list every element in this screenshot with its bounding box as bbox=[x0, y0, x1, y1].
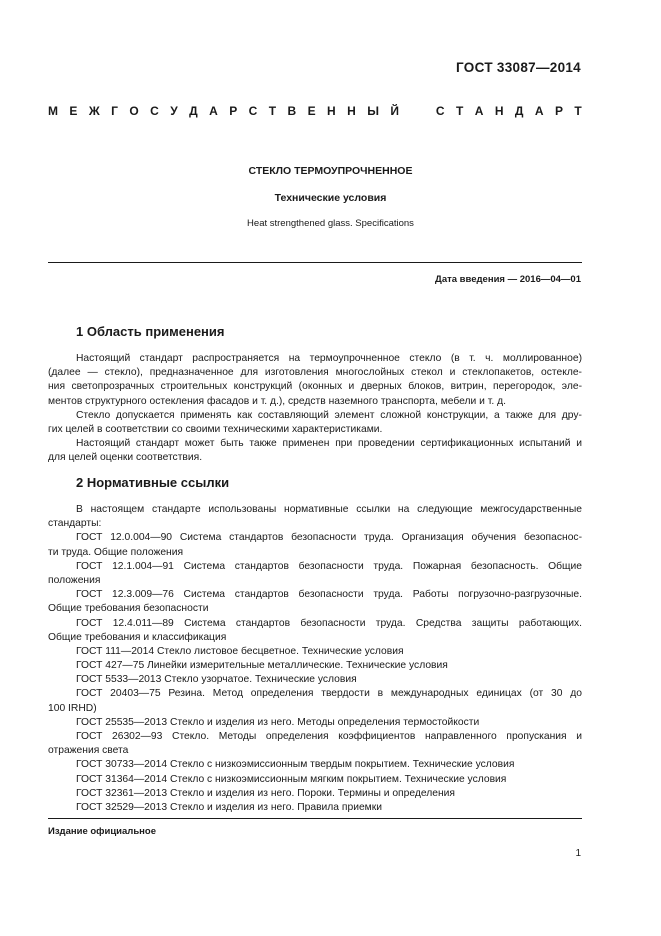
reference-line: ГОСТ 12.1.004—91 Система стандартов безопасности труда. Пожарная безопасность. Общие bbox=[76, 560, 582, 572]
reference-line: ГОСТ 20403—75 Резина. Метод определения твердости в международных единицах (от 30 до bbox=[76, 688, 582, 700]
paragraph-line: Настоящий стандарт распространяется на термоупрочненное стекло (в т. ч. моллированное) bbox=[76, 353, 582, 364]
footer-divider bbox=[48, 818, 582, 819]
standard-type-letter: А bbox=[534, 104, 544, 118]
reference-line: положения bbox=[48, 574, 101, 586]
standard-type-letter: С bbox=[435, 104, 445, 118]
reference-line: ГОСТ 25535—2013 Стекло и изделия из него. Методы определения термостойкости bbox=[76, 716, 480, 728]
standard-type-letter: Д bbox=[514, 104, 524, 118]
reference-line: ГОСТ 5533—2013 Стекло узорчатое. Технические условия bbox=[76, 674, 357, 686]
standard-type-letter: С bbox=[150, 104, 159, 118]
page-number: 1 bbox=[575, 848, 581, 859]
header-divider bbox=[48, 262, 582, 263]
reference-line: ГОСТ 32361—2013 Стекло и изделия из него. Пороки. Термины и определения bbox=[76, 787, 456, 799]
standard-type-letter: Ж bbox=[88, 104, 100, 118]
word-gap bbox=[410, 104, 424, 118]
reference-line: ГОСТ 30733—2014 Стекло с низкоэмиссионным твердым покрытием. Технические условия bbox=[76, 759, 515, 771]
reference-line: ГОСТ 111—2014 Стекло листовое бесцветное. Технические условия bbox=[76, 645, 404, 657]
reference-line: ГОСТ 32529—2013 Стекло и изделия из него. Правила приемки bbox=[76, 801, 383, 813]
document-english-title: Heat strengthened glass. Specifications bbox=[247, 218, 414, 229]
paragraph-line: Настоящий стандарт может быть также применен при проведении сертификационных испытаний и bbox=[76, 438, 582, 450]
document-subtitle: Технические условия bbox=[274, 192, 387, 204]
standard-type-letter: С bbox=[248, 104, 258, 118]
standard-type-letter: В bbox=[287, 104, 297, 118]
standard-type-letter: О bbox=[129, 104, 139, 118]
standard-type-letter: Г bbox=[111, 104, 118, 118]
section-body-references bbox=[48, 503, 582, 815]
document-title: СТЕКЛО ТЕРМОУПРОЧНЕННОЕ bbox=[248, 165, 413, 177]
paragraph-line: ментов структурного остекления фасадов и т. д.), средств наземного транспорта, мебели и т. д. bbox=[48, 395, 506, 407]
edition-label: Издание официальное bbox=[48, 826, 156, 837]
standard-type-letter: Т bbox=[268, 104, 277, 118]
reference-line: ГОСТ 427—75 Линейки измерительные металлические. Технические условия bbox=[76, 660, 448, 672]
paragraph-line: для целей оценки соответствия. bbox=[48, 452, 203, 464]
section-body-scope bbox=[48, 352, 582, 466]
standard-type-letter: М bbox=[48, 104, 58, 118]
reference-line: Общие требования безопасности bbox=[48, 603, 209, 615]
standard-type-letter: У bbox=[170, 104, 178, 118]
reference-line: ти труда. Общие положения bbox=[48, 546, 184, 558]
standard-type-banner bbox=[48, 104, 582, 118]
reference-line: ГОСТ 26302—93 Стекло. Методы определения коэффициентов направленного пропускания и bbox=[76, 731, 582, 742]
reference-line: ГОСТ 12.0.004—90 Система стандартов безопасности труда. Организация обучения безопаснос- bbox=[76, 532, 582, 544]
paragraph-line: стандарты: bbox=[48, 518, 102, 530]
paragraph-line: гих целей в соответствии со своими техническими характеристиками. bbox=[48, 423, 383, 435]
introduction-date: Дата введения — 2016—04—01 bbox=[435, 274, 581, 285]
standard-type-letter: Т bbox=[574, 104, 582, 118]
section-heading-scope: 1 Область применения bbox=[76, 324, 225, 339]
standard-type-letter: Н bbox=[494, 104, 504, 118]
standard-type-letter: Ы bbox=[367, 104, 379, 118]
document-number: ГОСТ 33087—2014 bbox=[456, 60, 581, 75]
standard-type-letter: Е bbox=[307, 104, 316, 118]
reference-line: ГОСТ 31364—2014 Стекло с низкоэмиссионным мягким покрытием. Технические условия bbox=[76, 773, 507, 785]
paragraph-line: (далее — стекло), предназначенное для изготовления многослойных стекол и стеклопакетов, остекле- bbox=[48, 367, 582, 379]
paragraph-line: ния светопрозрачных строительных конструкций (оконных и дверных блоков, витрин, перегородок, эле- bbox=[48, 381, 582, 393]
reference-line: Общие требования и классификация bbox=[48, 631, 227, 643]
standard-type-letter: Т bbox=[455, 104, 464, 118]
standard-type-letter: А bbox=[209, 104, 218, 118]
paragraph-line: Стекло допускается применять как составляющий элемент сложной конструкции, а также для дру- bbox=[76, 409, 582, 421]
standard-type-letter: Н bbox=[327, 104, 336, 118]
standard-type-letter: Й bbox=[390, 104, 400, 118]
standard-type-letter: Р bbox=[554, 104, 563, 118]
reference-line: ГОСТ 12.3.009—76 Система стандартов безопасности труда. Работы погрузочно-разгрузочные. bbox=[76, 589, 582, 601]
standard-type-letter: А bbox=[474, 104, 484, 118]
reference-line: отражения света bbox=[48, 745, 129, 757]
standard-type-letter: Р bbox=[229, 104, 238, 118]
paragraph-line: В настоящем стандарте использованы нормативные ссылки на следующие межгосударственные bbox=[76, 504, 582, 515]
standard-type-letter: Е bbox=[69, 104, 78, 118]
standard-type-letter: Д bbox=[189, 104, 198, 118]
reference-line: ГОСТ 12.4.011—89 Система стандартов безопасности труда. Средства защиты работающих. bbox=[76, 617, 582, 629]
reference-line: 100 IRHD) bbox=[48, 702, 97, 714]
section-heading-references: 2 Нормативные ссылки bbox=[76, 475, 230, 490]
standard-type-letter: Н bbox=[347, 104, 356, 118]
